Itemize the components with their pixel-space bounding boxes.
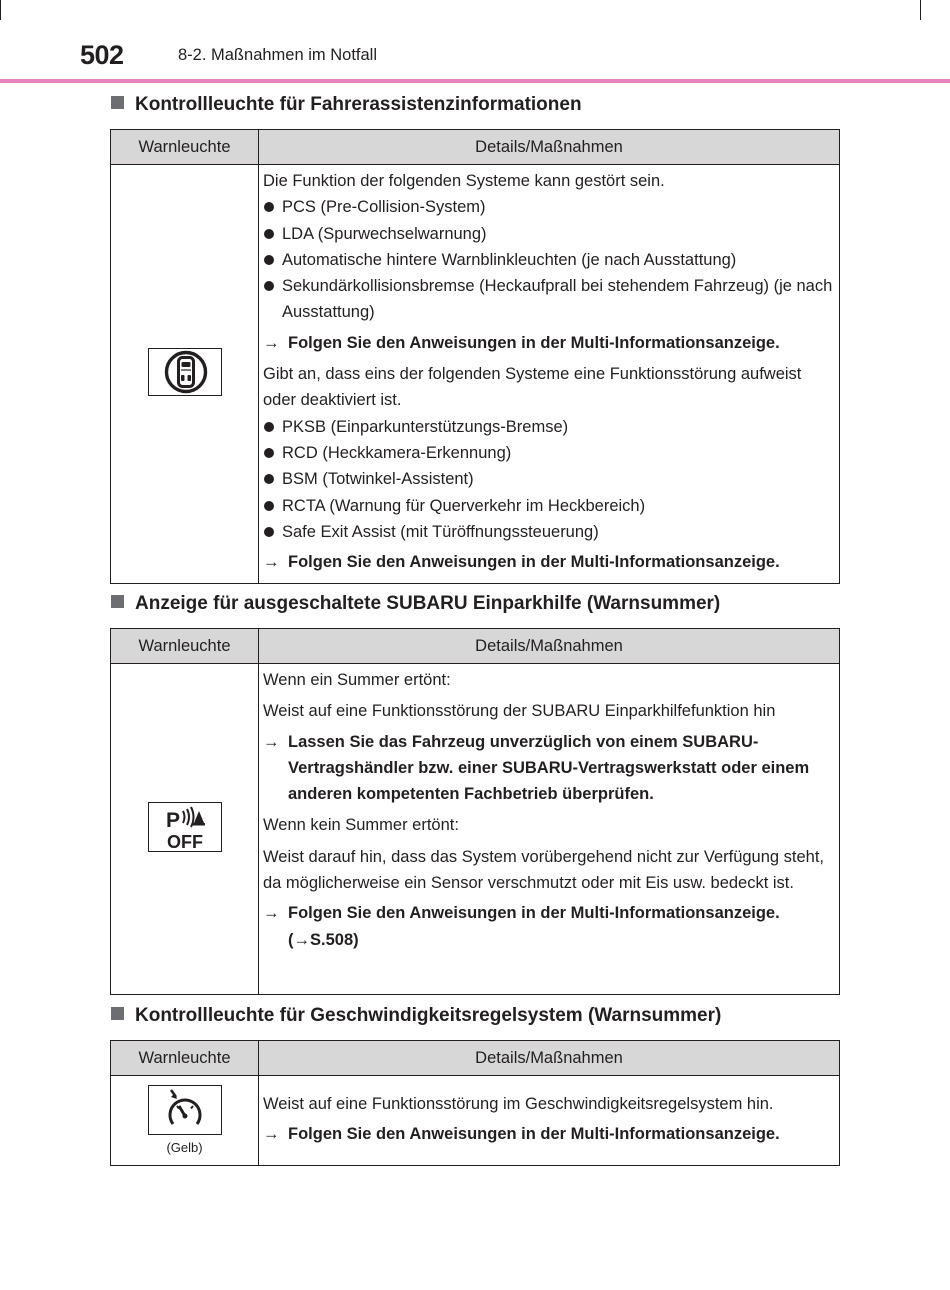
action-instruction: → Folgen Sie den Anweisungen in der Multi-Informationsanzeige. xyxy=(263,549,833,575)
crop-mark-right xyxy=(920,0,921,20)
arrow-icon: → xyxy=(263,732,280,751)
description-text: Weist darauf hin, dass das System vorübergehend nicht zur Verfügung steht, da möglicherweise ein Sensor verschmutzt oder mit Eis usw. bedeckt ist. xyxy=(263,847,825,893)
section-title-cruise-control: Kontrollleuchte für Geschwindigkeitsregelsystem (Warnsummer) xyxy=(111,1005,721,1027)
arrow-icon: → xyxy=(263,333,280,352)
arrow-icon: → xyxy=(263,1125,280,1143)
arrow-icon: → xyxy=(263,553,280,572)
parking-assist-off-icon xyxy=(148,802,222,852)
cruise-control-warning-icon xyxy=(148,1085,222,1135)
crop-mark-left xyxy=(0,0,1,20)
warning-table-cruise-control xyxy=(110,1040,840,1166)
column-header-details: Details/Maßnahmen xyxy=(259,1041,840,1076)
intro-text: Gibt an, dass eins der folgenden Systeme eine Funktionsstörung aufweist oder deaktiviert ist. xyxy=(263,365,802,410)
column-header-details: Details/Maßnahmen xyxy=(259,629,840,664)
square-bullet-icon xyxy=(111,96,124,109)
list-item: RCD (Heckkamera-Erkennung) xyxy=(263,440,833,466)
details-cell xyxy=(259,664,840,995)
section-title-parking-assist: Anzeige für ausgeschaltete SUBARU Einparkhilfe (Warnsummer) xyxy=(111,593,720,615)
condition-text: Wenn kein Summer ertönt: xyxy=(263,816,459,835)
list-item: PCS (Pre-Collision-System) xyxy=(263,194,833,220)
page-number: 502 xyxy=(80,40,124,70)
column-header-warning-light: Warnleuchte xyxy=(111,130,259,165)
square-bullet-icon xyxy=(111,1007,124,1020)
details-cell xyxy=(259,165,840,584)
driver-assist-indicator-icon xyxy=(148,348,222,396)
action-instruction: → Lassen Sie das Fahrzeug unverzüglich von einem SUBARU-Vertragshändler bzw. einer SUBARU-Vertragswerkstatt oder einem anderen kompetenten Fachbetrieb überprüfen. xyxy=(263,729,833,808)
list-item: Sekundärkollisionsbremse (Heckaufprall bei stehendem Fahrzeug) (je nach Ausstattung) xyxy=(263,273,833,326)
square-bullet-icon xyxy=(111,595,124,608)
details-cell xyxy=(259,1076,840,1166)
condition-text: Wenn ein Summer ertönt: xyxy=(263,671,451,689)
column-header-warning-light: Warnleuchte xyxy=(111,629,259,664)
list-item: BSM (Totwinkel-Assistent) xyxy=(263,466,833,492)
description-text: Weist auf eine Funktionsstörung im Geschwindigkeitsregelsystem hin. xyxy=(263,1094,774,1113)
column-header-details: Details/Maßnahmen xyxy=(259,130,840,165)
action-instruction: → Folgen Sie den Anweisungen in der Multi-Informationsanzeige. (→S.508) xyxy=(263,900,833,953)
intro-text: Die Funktion der folgenden Systeme kann gestört sein. xyxy=(263,172,665,190)
section-title-driver-assist: Kontrollleuchte für Fahrerassistenzinformationen xyxy=(111,94,582,116)
icon-label-off: OFF xyxy=(166,831,203,851)
warning-table-driver-assist xyxy=(110,129,840,584)
icon-cell xyxy=(111,165,259,584)
column-header-warning-light: Warnleuchte xyxy=(111,1041,259,1076)
action-instruction: → Folgen Sie den Anweisungen in der Multi-Informationsanzeige. xyxy=(263,330,833,356)
list-item: RCTA (Warnung für Querverkehr im Heckbereich) xyxy=(263,493,833,519)
list-item: Automatische hintere Warnblinkleuchten (je nach Ausstattung) xyxy=(263,247,833,273)
action-instruction: → Folgen Sie den Anweisungen in der Multi-Informationsanzeige. xyxy=(263,1121,833,1147)
icon-color-caption: (Gelb) xyxy=(166,1140,203,1155)
list-item: PKSB (Einparkunterstützungs-Bremse) xyxy=(263,414,833,440)
chapter-title: 8-2. Maßnahmen im Notfall xyxy=(178,46,377,64)
icon-letter-p: P xyxy=(165,808,180,832)
icon-cell xyxy=(111,664,259,995)
list-item: Safe Exit Assist (mit Türöffnungssteuerung) xyxy=(263,519,833,545)
description-text: Weist auf eine Funktionsstörung der SUBARU Einparkhilfefunktion hin xyxy=(263,702,776,721)
arrow-icon: → xyxy=(263,904,280,923)
list-item: LDA (Spurwechselwarnung) xyxy=(263,221,833,247)
warning-table-parking-assist xyxy=(110,628,840,995)
header-rule xyxy=(0,79,950,83)
page-reference: (→S.508) xyxy=(288,930,359,949)
arrow-icon: → xyxy=(293,930,310,949)
icon-cell xyxy=(111,1076,259,1166)
